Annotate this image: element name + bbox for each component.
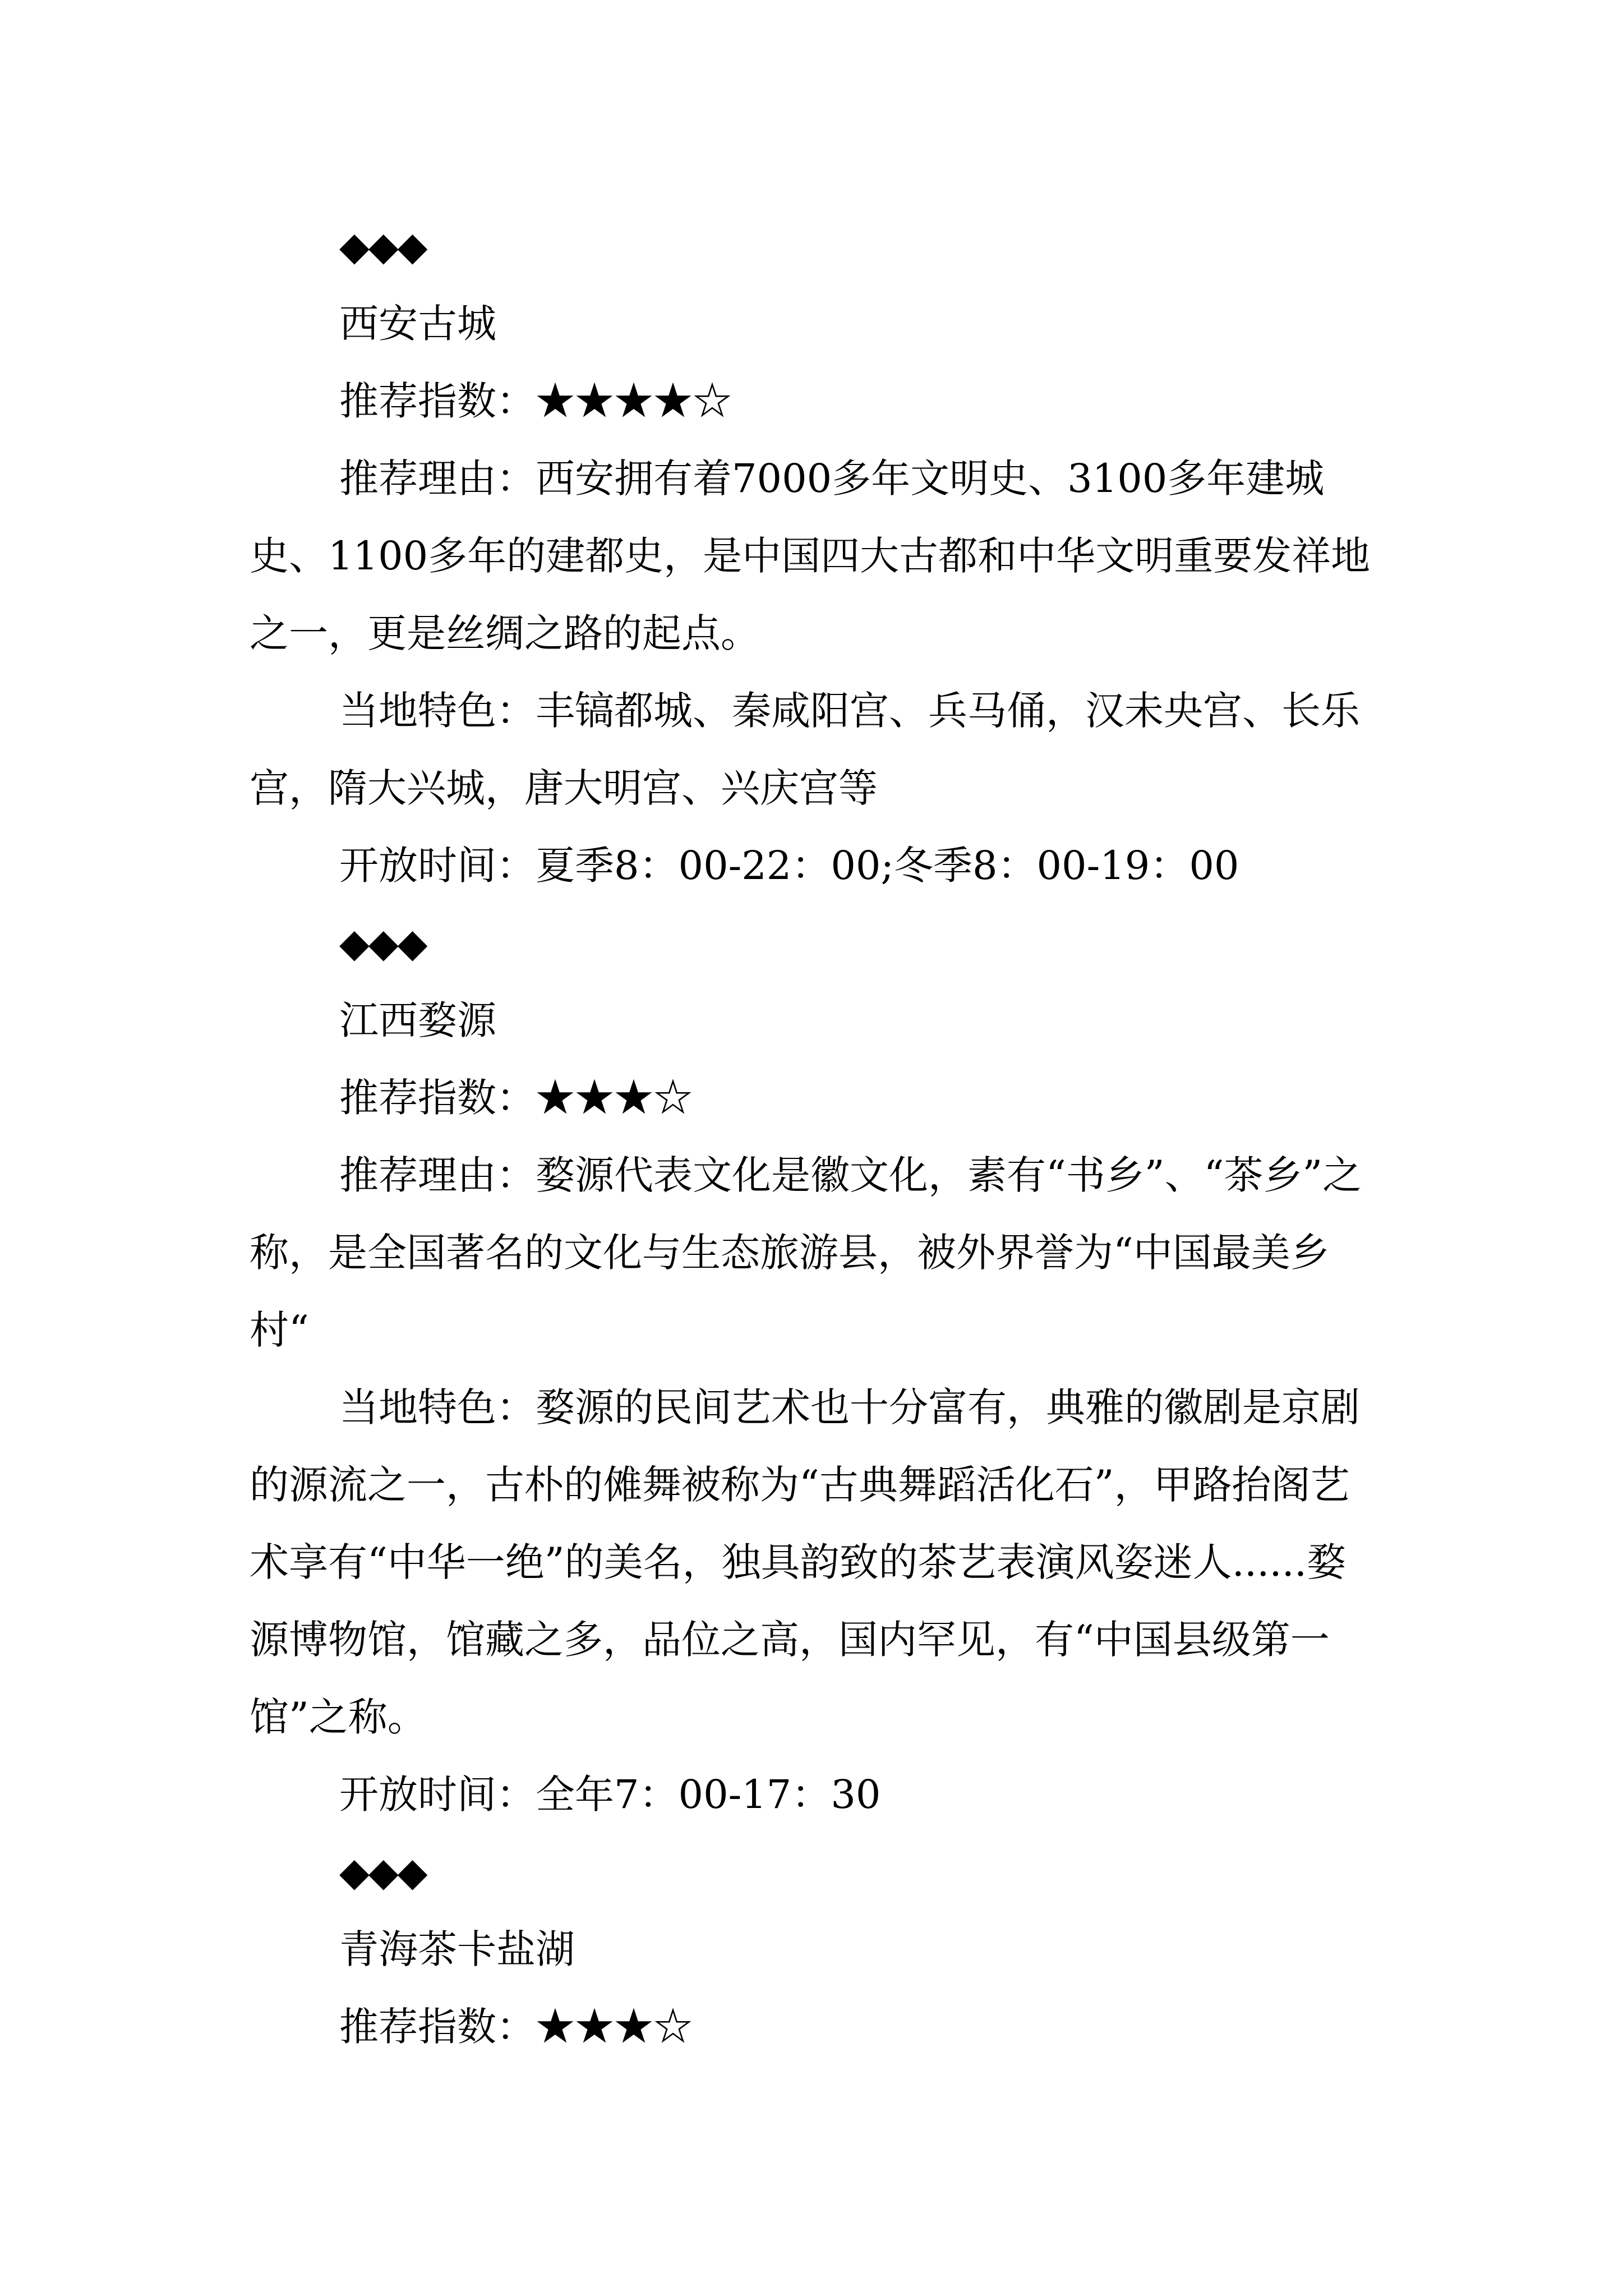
entry-feature: 当地特色：婺源的民间艺术也十分富有，典雅的徽剧是京剧的源流之一，古朴的傩舞被称为“古典舞蹈活化石”，甲路抬阁艺术享有“中华一绝”的美名，独具韵致的茶艺表演风姿迷人......婺源博物馆，馆藏之多，品位之高，国内罕见，有“中国县级第一馆”之称。 bbox=[250, 1384, 1360, 1740]
entry-title: 西安古城 bbox=[339, 301, 496, 347]
entry-reason: 推荐理由：西安拥有着7000多年文明史、3100多年建城史、1100多年的建都史，是中国四大古都和中华文明重要发祥地之一，更是丝绸之路的起点。 bbox=[250, 455, 1371, 656]
entry-title: 江西婺源 bbox=[339, 997, 496, 1043]
entry-rating: 推荐指数：★★★☆ bbox=[339, 2004, 693, 2050]
entry-rating: 推荐指数：★★★☆ bbox=[339, 1075, 693, 1121]
entry-rating: 推荐指数：★★★★☆ bbox=[339, 378, 732, 424]
entry-hours: 开放时间：夏季8：00-22：00;冬季8：00-19：00 bbox=[339, 843, 1239, 889]
separator-diamonds: ◆◆◆ bbox=[339, 920, 427, 966]
document-body bbox=[250, 208, 1382, 2065]
separator-diamonds: ◆◆◆ bbox=[339, 1849, 427, 1895]
entry-title: 青海茶卡盐湖 bbox=[339, 1926, 575, 1972]
entry-reason: 推荐理由：婺源代表文化是徽文化，素有“书乡”、“茶乡”之称，是全国著名的文化与生态旅游县，被外界誉为“中国最美乡村“ bbox=[250, 1152, 1362, 1353]
entry-feature: 当地特色：丰镐都城、秦咸阳宫、兵马俑，汉未央宫、长乐宫，隋大兴城，唐大明宫、兴庆宫等 bbox=[250, 688, 1360, 811]
separator-diamonds: ◆◆◆ bbox=[339, 223, 427, 269]
entry-hours: 开放时间：全年7：00-17：30 bbox=[339, 1772, 881, 1818]
